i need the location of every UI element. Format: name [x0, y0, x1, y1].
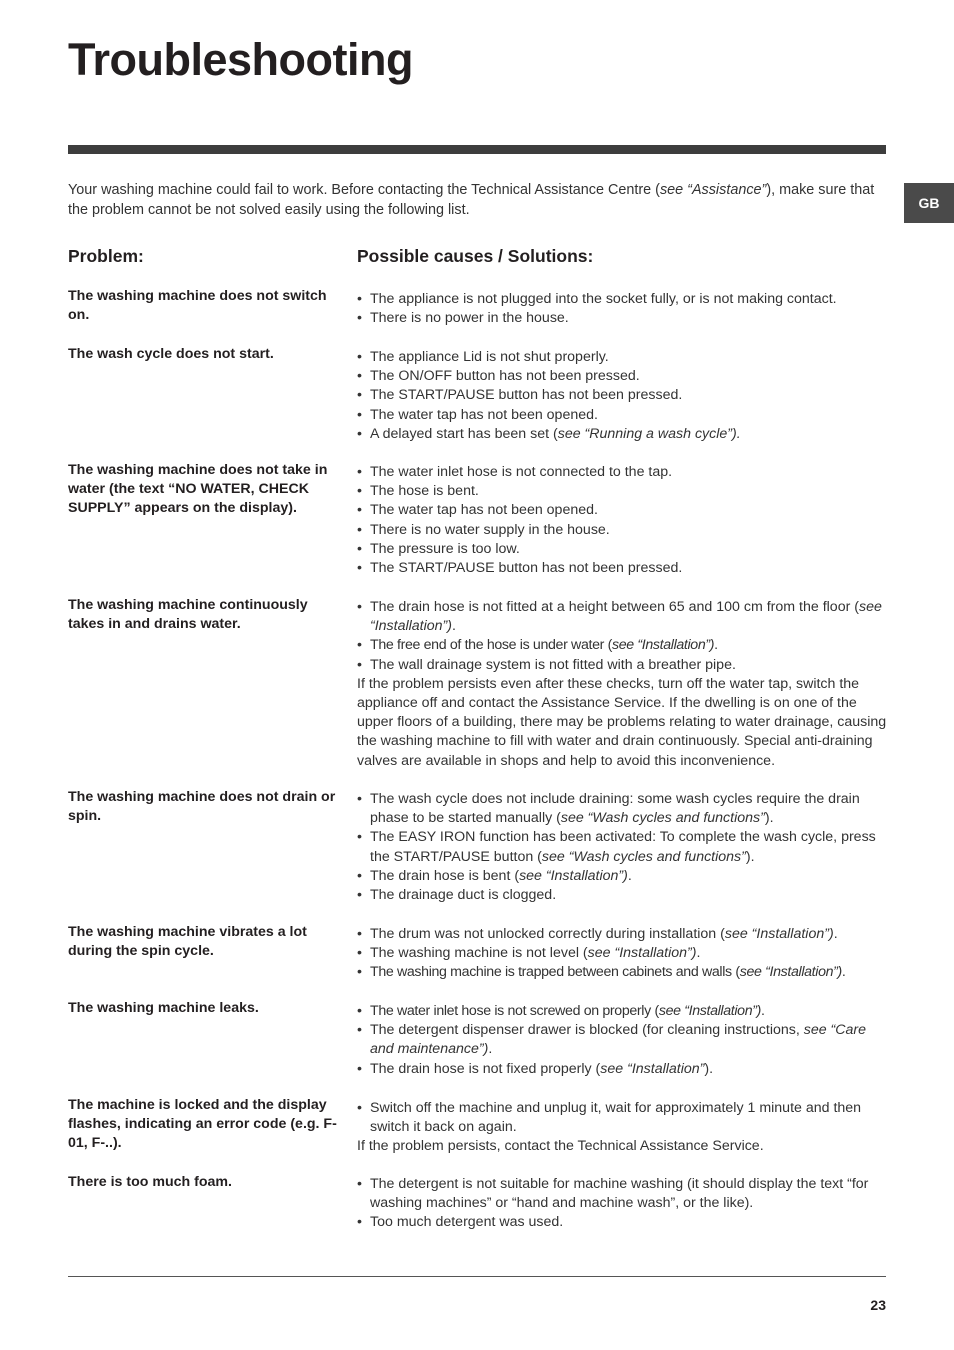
problem-text: The washing machine continuously takes in and drains water.	[68, 597, 308, 632]
solution-list	[357, 290, 887, 328]
solution-text: The START/PAUSE button has not been pressed.	[370, 560, 683, 577]
solution-item	[357, 636, 887, 655]
solution-text: The appliance Lid is not shut properly.	[370, 349, 609, 365]
solution-item	[357, 867, 887, 886]
problem-text: The washing machine vibrates a lot during the spin cycle.	[68, 924, 307, 959]
intro-paragraph	[68, 180, 886, 220]
solution-text: The water tap has not been opened.	[370, 502, 598, 519]
solution-list	[357, 1099, 887, 1157]
solution-reference: see “Installation”)	[739, 964, 842, 981]
solution-reference: see “Care and maintenance”)	[370, 1022, 867, 1058]
problem-text: The washing machine does not drain or spin.	[68, 789, 336, 824]
solution-note	[357, 675, 887, 771]
solution-text-end: .	[452, 618, 456, 635]
intro-reference: see “Assistance”	[659, 182, 767, 198]
solution-item	[357, 386, 887, 405]
problem-text: The washing machine does not take in water (the text “NO WATER, CHECK SUPPLY” appears on the display).	[68, 462, 328, 516]
solution-item	[357, 963, 887, 982]
footer-divider	[68, 1276, 886, 1277]
solution-item	[357, 790, 887, 828]
solution-item	[357, 925, 887, 944]
solution-text: A delayed start has been set (	[370, 425, 558, 442]
solution-note	[357, 1137, 887, 1156]
solution-reference: see “Installation”)	[658, 1003, 761, 1019]
solution-list	[357, 790, 887, 905]
solution-text: The pressure is too low.	[370, 540, 520, 557]
solution-item	[357, 944, 887, 963]
solution-reference: see “Installation”)	[370, 599, 882, 635]
solution-item	[357, 521, 887, 540]
solution-list	[357, 1002, 887, 1079]
solution-text: The drain hose is not fitted at a height between 65 and 100 cm from the floor (	[370, 599, 859, 615]
solution-text: The wall drainage system is not fitted with a breather pipe.	[370, 656, 736, 673]
solution-text-end: ).	[704, 1060, 714, 1077]
solution-text: The START/PAUSE button has not been pressed.	[370, 387, 683, 404]
solution-text: The drainage duct is clogged.	[370, 887, 557, 904]
solution-text: Too much detergent was used.	[370, 1214, 564, 1231]
solution-text: The water inlet hose is not connected to the tap.	[370, 464, 673, 480]
solution-text: The free end of the hose is under water (	[370, 637, 612, 654]
solution-item	[357, 406, 887, 425]
solution-list	[357, 348, 887, 444]
solution-text: The drum was not unlocked correctly during installation (	[370, 926, 725, 942]
solution-text: If the problem persists even after these checks, turn off the water tap, switch the appliance off and contact the Assistance Service. If the dwelling is on one of the upper floors of a building, there may be problems relating to water drainage, causing the washing machine to fill with water and drain continuously. Special anti-draining valves are available in shops and help to avoid this inconvenience.	[357, 675, 887, 769]
solution-item	[357, 309, 887, 328]
solution-text: The washing machine is trapped between cabinets and walls (	[370, 964, 740, 981]
solution-text-end: .	[833, 926, 838, 942]
problem-text: The machine is locked and the display flashes, indicating an error code (e.g. F-01, F-..).	[68, 1097, 337, 1151]
solution-item	[357, 540, 887, 559]
title-divider	[68, 145, 886, 154]
causes-column-heading: Possible causes / Solutions:	[357, 246, 594, 266]
problem-text: The washing machine does not switch on.	[68, 288, 327, 323]
solution-item	[357, 598, 887, 636]
solution-item	[357, 1175, 887, 1213]
solution-text: The washing machine is not level (	[370, 945, 588, 962]
solution-reference: see “Running a wash cycle”).	[557, 425, 741, 442]
solution-list	[357, 598, 887, 771]
solution-text: The detergent dispenser drawer is blocked (for cleaning instructions,	[370, 1022, 804, 1039]
language-tab: GB	[904, 183, 954, 223]
solution-text: The appliance is not plugged into the socket fully, or is not making contact.	[370, 291, 837, 307]
page-number: 23	[870, 1297, 886, 1313]
solution-reference: see “Installation”)	[587, 945, 697, 962]
solution-text: The hose is bent.	[370, 483, 479, 500]
solution-reference: see “Installation”)	[724, 926, 834, 942]
problem-text: There is too much foam.	[68, 1174, 232, 1190]
solution-item	[357, 559, 887, 578]
solution-text: The water inlet hose is not screwed on properly (	[370, 1003, 659, 1019]
solution-item	[357, 463, 887, 482]
solution-list	[357, 1175, 887, 1233]
solution-item	[357, 367, 887, 386]
solution-item	[357, 1021, 887, 1059]
solution-text: The EASY IRON function has been activated: To complete the wash cycle, press the START/PAUSE button (	[370, 829, 876, 865]
intro-text-start: Your washing machine could fail to work. Before contacting the Technical Assistance Centre (	[68, 182, 660, 198]
solution-reference: see “Wash cycles and functions”	[560, 810, 765, 827]
solution-text-end: .	[841, 964, 846, 981]
solution-item	[357, 501, 887, 520]
solution-text-end: .	[761, 1003, 765, 1019]
solution-list	[357, 925, 887, 983]
solution-item	[357, 886, 887, 905]
solution-reference: see “Installation”)	[519, 867, 628, 884]
solution-text-end: .	[696, 945, 701, 962]
solution-text: The detergent is not suitable for machine washing (it should display the text “for washing machines” or “hand and machine wash”, or the like).	[370, 1176, 869, 1212]
problem-text: The wash cycle does not start.	[68, 346, 274, 362]
problem-column-heading: Problem:	[68, 246, 144, 266]
solution-text: There is no water supply in the house.	[370, 521, 610, 538]
problem-text: The washing machine leaks.	[68, 1000, 259, 1016]
solution-item	[357, 425, 887, 444]
solution-list	[357, 463, 887, 578]
intro-text-end: ), make sure that the problem cannot be not solved easily using the following list.	[68, 182, 875, 218]
solution-item	[357, 482, 887, 501]
solution-text: There is no power in the house.	[370, 310, 569, 327]
solution-reference: see “Installation”)	[611, 637, 715, 654]
page-title: Troubleshooting	[68, 34, 413, 85]
solution-reference: see “Wash cycles and functions”	[541, 848, 746, 865]
solution-item	[357, 656, 887, 675]
solution-text-end: ).	[764, 810, 774, 827]
solution-text: If the problem persists, contact the Technical Assistance Service.	[357, 1138, 764, 1155]
solution-reference: see “Installation”	[600, 1060, 705, 1077]
solution-item	[357, 828, 887, 866]
solution-text: The drain hose is not fixed properly (	[370, 1060, 601, 1077]
solution-text: The water tap has not been opened.	[370, 406, 598, 423]
solution-text: The wash cycle does not include draining: some wash cycles require the drain phase to be started manually (	[370, 791, 860, 827]
solution-item	[357, 1060, 887, 1079]
solution-text-end: .	[627, 867, 632, 884]
solution-item	[357, 1213, 887, 1232]
solution-text-end: .	[714, 637, 718, 654]
solution-item	[357, 290, 887, 309]
solution-text: Switch off the machine and unplug it, wait for approximately 1 minute and then switch it back on again.	[370, 1100, 862, 1136]
solution-item	[357, 348, 887, 367]
solution-item	[357, 1002, 887, 1021]
solution-item	[357, 1099, 887, 1137]
solution-text-end: .	[488, 1041, 493, 1058]
solution-text: The drain hose is bent (	[370, 867, 520, 884]
solution-text: The ON/OFF button has not been pressed.	[370, 368, 640, 385]
solution-text-end: ).	[745, 848, 755, 865]
